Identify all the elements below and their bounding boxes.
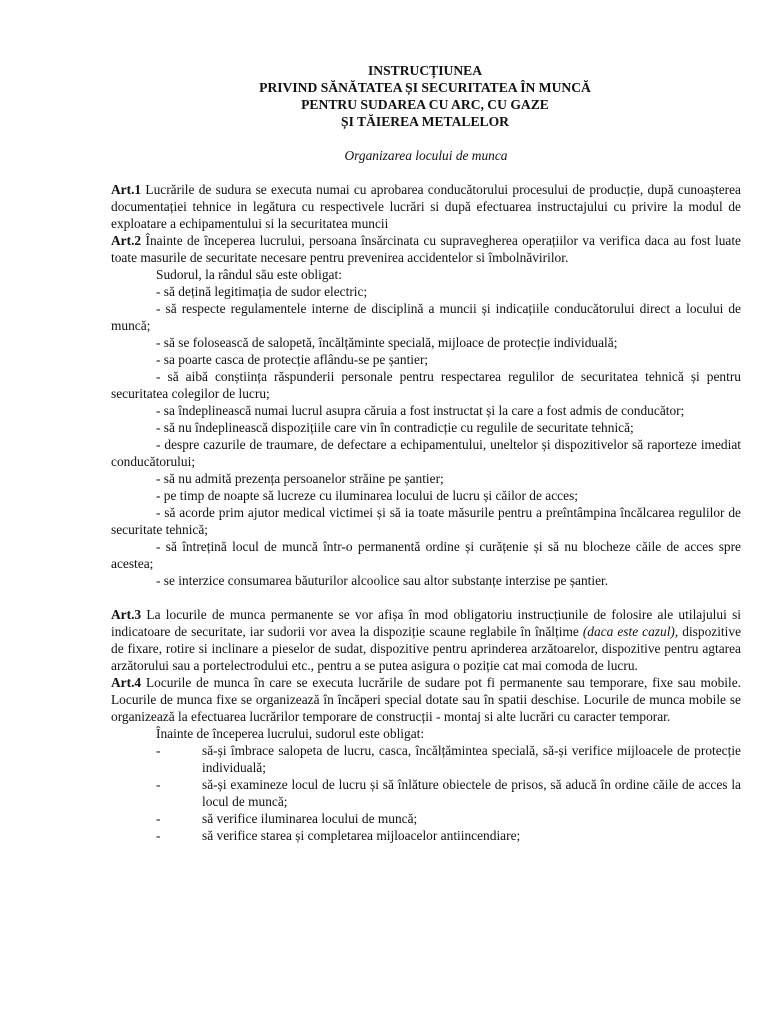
article-4-text: Locurile de munca în care se executa lucrările de sudare pot fi permanente sau temporare, fixe sau mobile. Locurile de munca fixe se organizează în încăperi special dotate sau în spatii deschise. Locurile de munca mobile se organizează la efectuarea lucrărilor temporare de construcții - montaj si alte lucrări cu caracter temporar. xyxy=(111,675,741,724)
article-1-label: Art.1 xyxy=(111,182,142,197)
title-line-4: ȘI TĂIEREA METALELOR xyxy=(341,114,509,129)
article-4 xyxy=(111,674,741,725)
title-line-3: PENTRU SUDAREA CU ARC, CU GAZE xyxy=(301,97,549,112)
document-page xyxy=(111,62,741,844)
paragraph-gap xyxy=(111,589,741,606)
list-item xyxy=(111,742,741,776)
list-item: - sa poarte casca de protecție aflându-se pe șantier; xyxy=(156,352,429,367)
list-marker: - xyxy=(156,811,161,826)
article-3 xyxy=(111,606,741,674)
list-marker: - xyxy=(156,828,161,843)
list-item-text: să-și îmbrace salopeta de lucru, casca, încălțămintea specială, să-și verifice mijloacele de protecție individuală; xyxy=(202,743,741,775)
article-4-intro: Înainte de începerea lucrului, sudorul este obligat: xyxy=(156,726,425,741)
list-item: - să se folosească de salopetă, încălțăminte specială, mijloace de protecție individuală; xyxy=(156,335,618,350)
list-item: - să respecte regulamentele interne de disciplină a muncii și indicațiile conducătorului direct a locului de muncă; xyxy=(111,301,741,333)
title-line-2: PRIVIND SĂNĂTATEA ȘI SECURITATEA ÎN MUNCĂ xyxy=(259,80,591,95)
article-3-text-b: dispozitive de fixare, rotire si inclinare a pieselor de sudat, dispozitive pentru aprinderea arzătoarelor, dispozitive pentru agtarea arzătorului sau a portelectrodului etc., pentru a se putea asigura o poziție cat mai comoda de lucru. xyxy=(111,624,742,673)
list-item: - se interzice consumarea băuturilor alcoolice sau altor substanțe interzise pe șantier. xyxy=(156,573,609,588)
article-2-text: Înainte de începerea lucrului, persoana însărcinata cu supravegherea operațiilor va verifica daca au fost luate toate masurile de securitate necesare pentru prevenirea accidentelor si îmbolnăvirilor. xyxy=(111,233,741,265)
list-item: - să întrețină locul de muncă într-o permanentă ordine și curățenie și să nu blocheze căile de acces spre acestea; xyxy=(111,539,741,571)
section-subtitle: Organizarea locului de munca xyxy=(344,148,508,163)
article-3-italic-note: (daca este cazul), xyxy=(582,624,679,639)
article-2-intro: Sudorul, la rândul său este obligat: xyxy=(156,267,342,282)
list-item xyxy=(111,810,741,827)
article-3-label: Art.3 xyxy=(111,607,142,622)
list-item: - să nu îndeplinească dispozițiile care vin în contradicție cu regulile de securitate tehnică; xyxy=(156,420,634,435)
article-3-text-a: La locurile de munca permanente se vor afișa în mod obligatoriu instrucțiunile de folosire ale utilajului si indicatoare de securitate, iar sudorii vor avea la dispoziție scaune reglabile în înălțime xyxy=(111,607,741,639)
article-2-label: Art.2 xyxy=(111,233,142,248)
list-item: - să dețină legitimația de sudor electric; xyxy=(156,284,368,299)
title-line-1: INSTRUCȚIUNEA xyxy=(367,63,483,78)
article-2 xyxy=(111,232,741,266)
article-2-obligations xyxy=(111,283,741,589)
list-item: - sa îndeplinească numai lucrul asupra căruia a fost instructat și la care a fost admis de conducător; xyxy=(156,403,685,418)
list-item-text: să-și examineze locul de lucru și să înlăture obiectele de prisos, să aducă în ordine căile de acces la locul de muncă; xyxy=(202,777,741,809)
article-1-text: Lucrările de sudura se executa numai cu aprobarea conducătorului procesului de producție, după cunoașterea documentației tehnice in legătura cu respectivele lucrări si după efectuarea instructajului cu privire la modul de exploatare a echipamentului si la securitatea muncii xyxy=(111,182,741,231)
list-item-text: să verifice iluminarea locului de muncă; xyxy=(202,811,418,826)
list-item: - să acorde prim ajutor medical victimei și să ia toate măsurile pentru a preîntâmpina încălcarea regulilor de securitate tehnică; xyxy=(111,505,741,537)
list-item: - să nu admită prezența persoanelor străine pe șantier; xyxy=(156,471,444,486)
list-item: - despre cazurile de traumare, de defectare a echipamentului, uneltelor și dispozitivelor să raporteze imediat conducătorului; xyxy=(111,437,741,469)
list-marker: - xyxy=(156,743,161,758)
list-item: - să aibă conștiința răspunderii personale pentru respectarea regulilor de securitatea tehnică și pentru securitatea colegilor de lucru; xyxy=(111,369,741,401)
list-item-text: să verifice starea și completarea mijloacelor antiincendiare; xyxy=(202,828,521,843)
list-marker: - xyxy=(156,777,161,792)
list-item: - pe timp de noapte să lucreze cu iluminarea locului de lucru și căilor de acces; xyxy=(156,488,578,503)
article-4-obligations xyxy=(111,742,741,844)
article-1 xyxy=(111,181,741,232)
list-item xyxy=(111,776,741,810)
document-title xyxy=(109,62,741,130)
article-4-label: Art.4 xyxy=(111,675,142,690)
list-item xyxy=(111,827,741,844)
